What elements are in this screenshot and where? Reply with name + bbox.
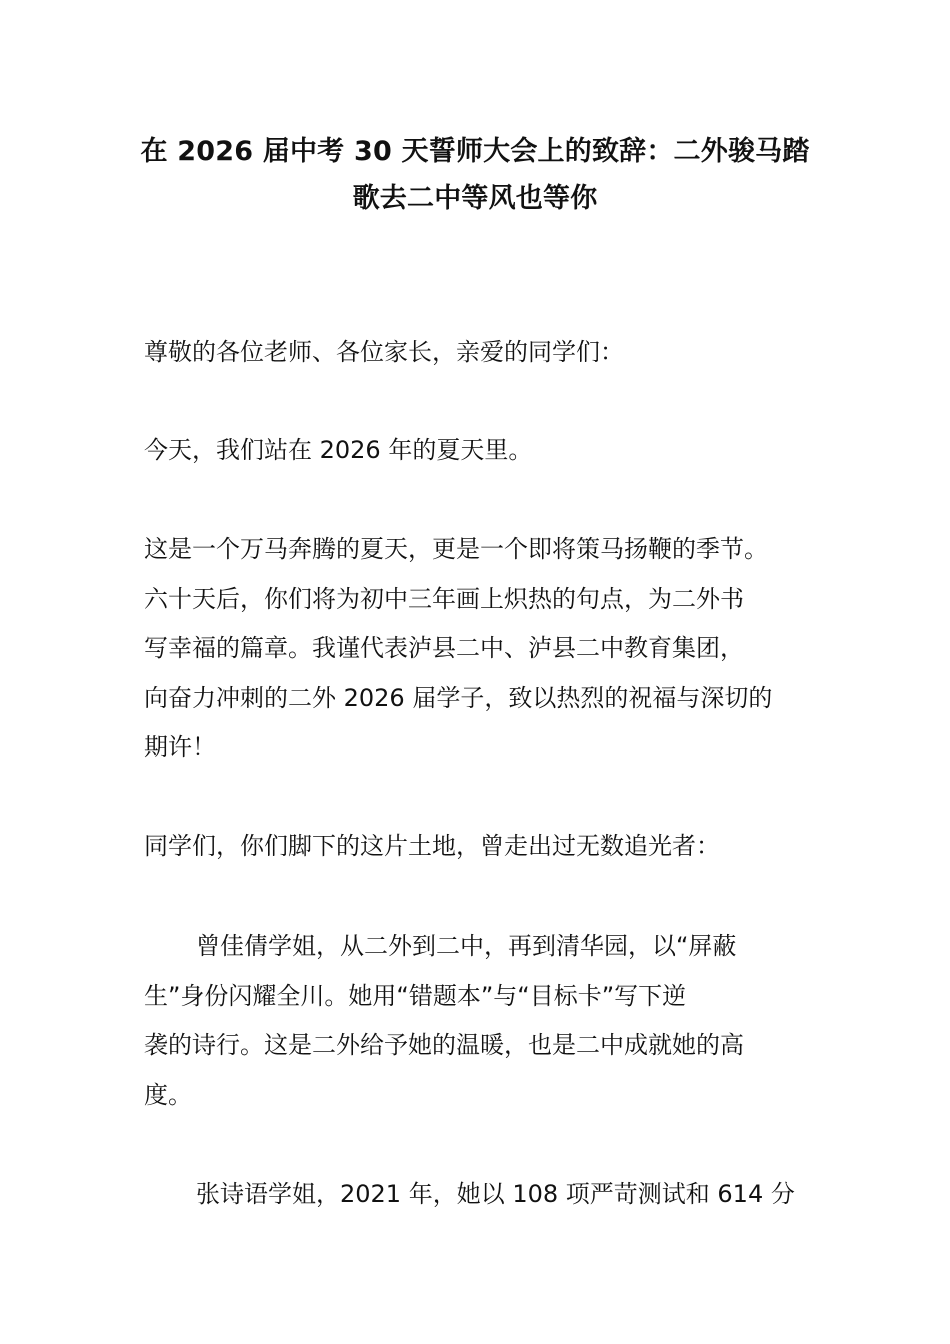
paragraph-line: 生”身份闪耀全川。她用“错题本”与“目标卡”写下逆 — [144, 981, 687, 1010]
paragraph-alumni-zhang — [144, 1170, 814, 1220]
paragraph-salutation — [144, 328, 814, 378]
paragraph-line: 同学们，你们脚下的这片土地，曾走出过无数追光者： — [144, 832, 720, 860]
paragraph-line: 袭的诗行。这是二外给予她的温暖，也是二中成就她的高 — [144, 1031, 744, 1059]
paragraph-line: 张诗语学姐，2021 年，她以 108 项严苛测试和 614 分 — [196, 1180, 795, 1208]
paragraph-line: 期许！ — [144, 733, 216, 761]
title-line-1: 在 2026 届中考 30 天誓师大会上的致辞：二外骏马踏 — [140, 136, 810, 167]
title-line-2: 歌去二中等风也等你 — [352, 183, 598, 214]
paragraph-line: 曾佳倩学姐，从二外到二中，再到清华园，以“屏蔽 — [196, 932, 737, 960]
paragraph-line: 尊敬的各位老师、各位家长，亲爱的同学们： — [144, 338, 624, 366]
paragraph-line: 写幸福的篇章。我谨代表泸县二中、泸县二中教育集团， — [144, 634, 744, 662]
paragraph-line: 今天，我们站在 2026 年的夏天里。 — [144, 436, 533, 464]
paragraph-line: 这是一个万马奔腾的夏天，更是一个即将策马扬鞭的季节。 — [144, 535, 768, 563]
document-title — [140, 128, 810, 222]
paragraph-alumni-zeng — [144, 922, 814, 1120]
paragraph-line: 六十天后，你们将为初中三年画上炽热的句点，为二外书 — [144, 584, 744, 613]
paragraph-blessing — [144, 525, 814, 773]
paragraph-line: 度。 — [144, 1080, 192, 1109]
paragraph-opening — [144, 426, 814, 476]
paragraph-line: 向奋力冲刺的二外 2026 届学子，致以热烈的祝福与深切的 — [144, 683, 773, 712]
paragraph-intro-alumni — [144, 822, 814, 872]
